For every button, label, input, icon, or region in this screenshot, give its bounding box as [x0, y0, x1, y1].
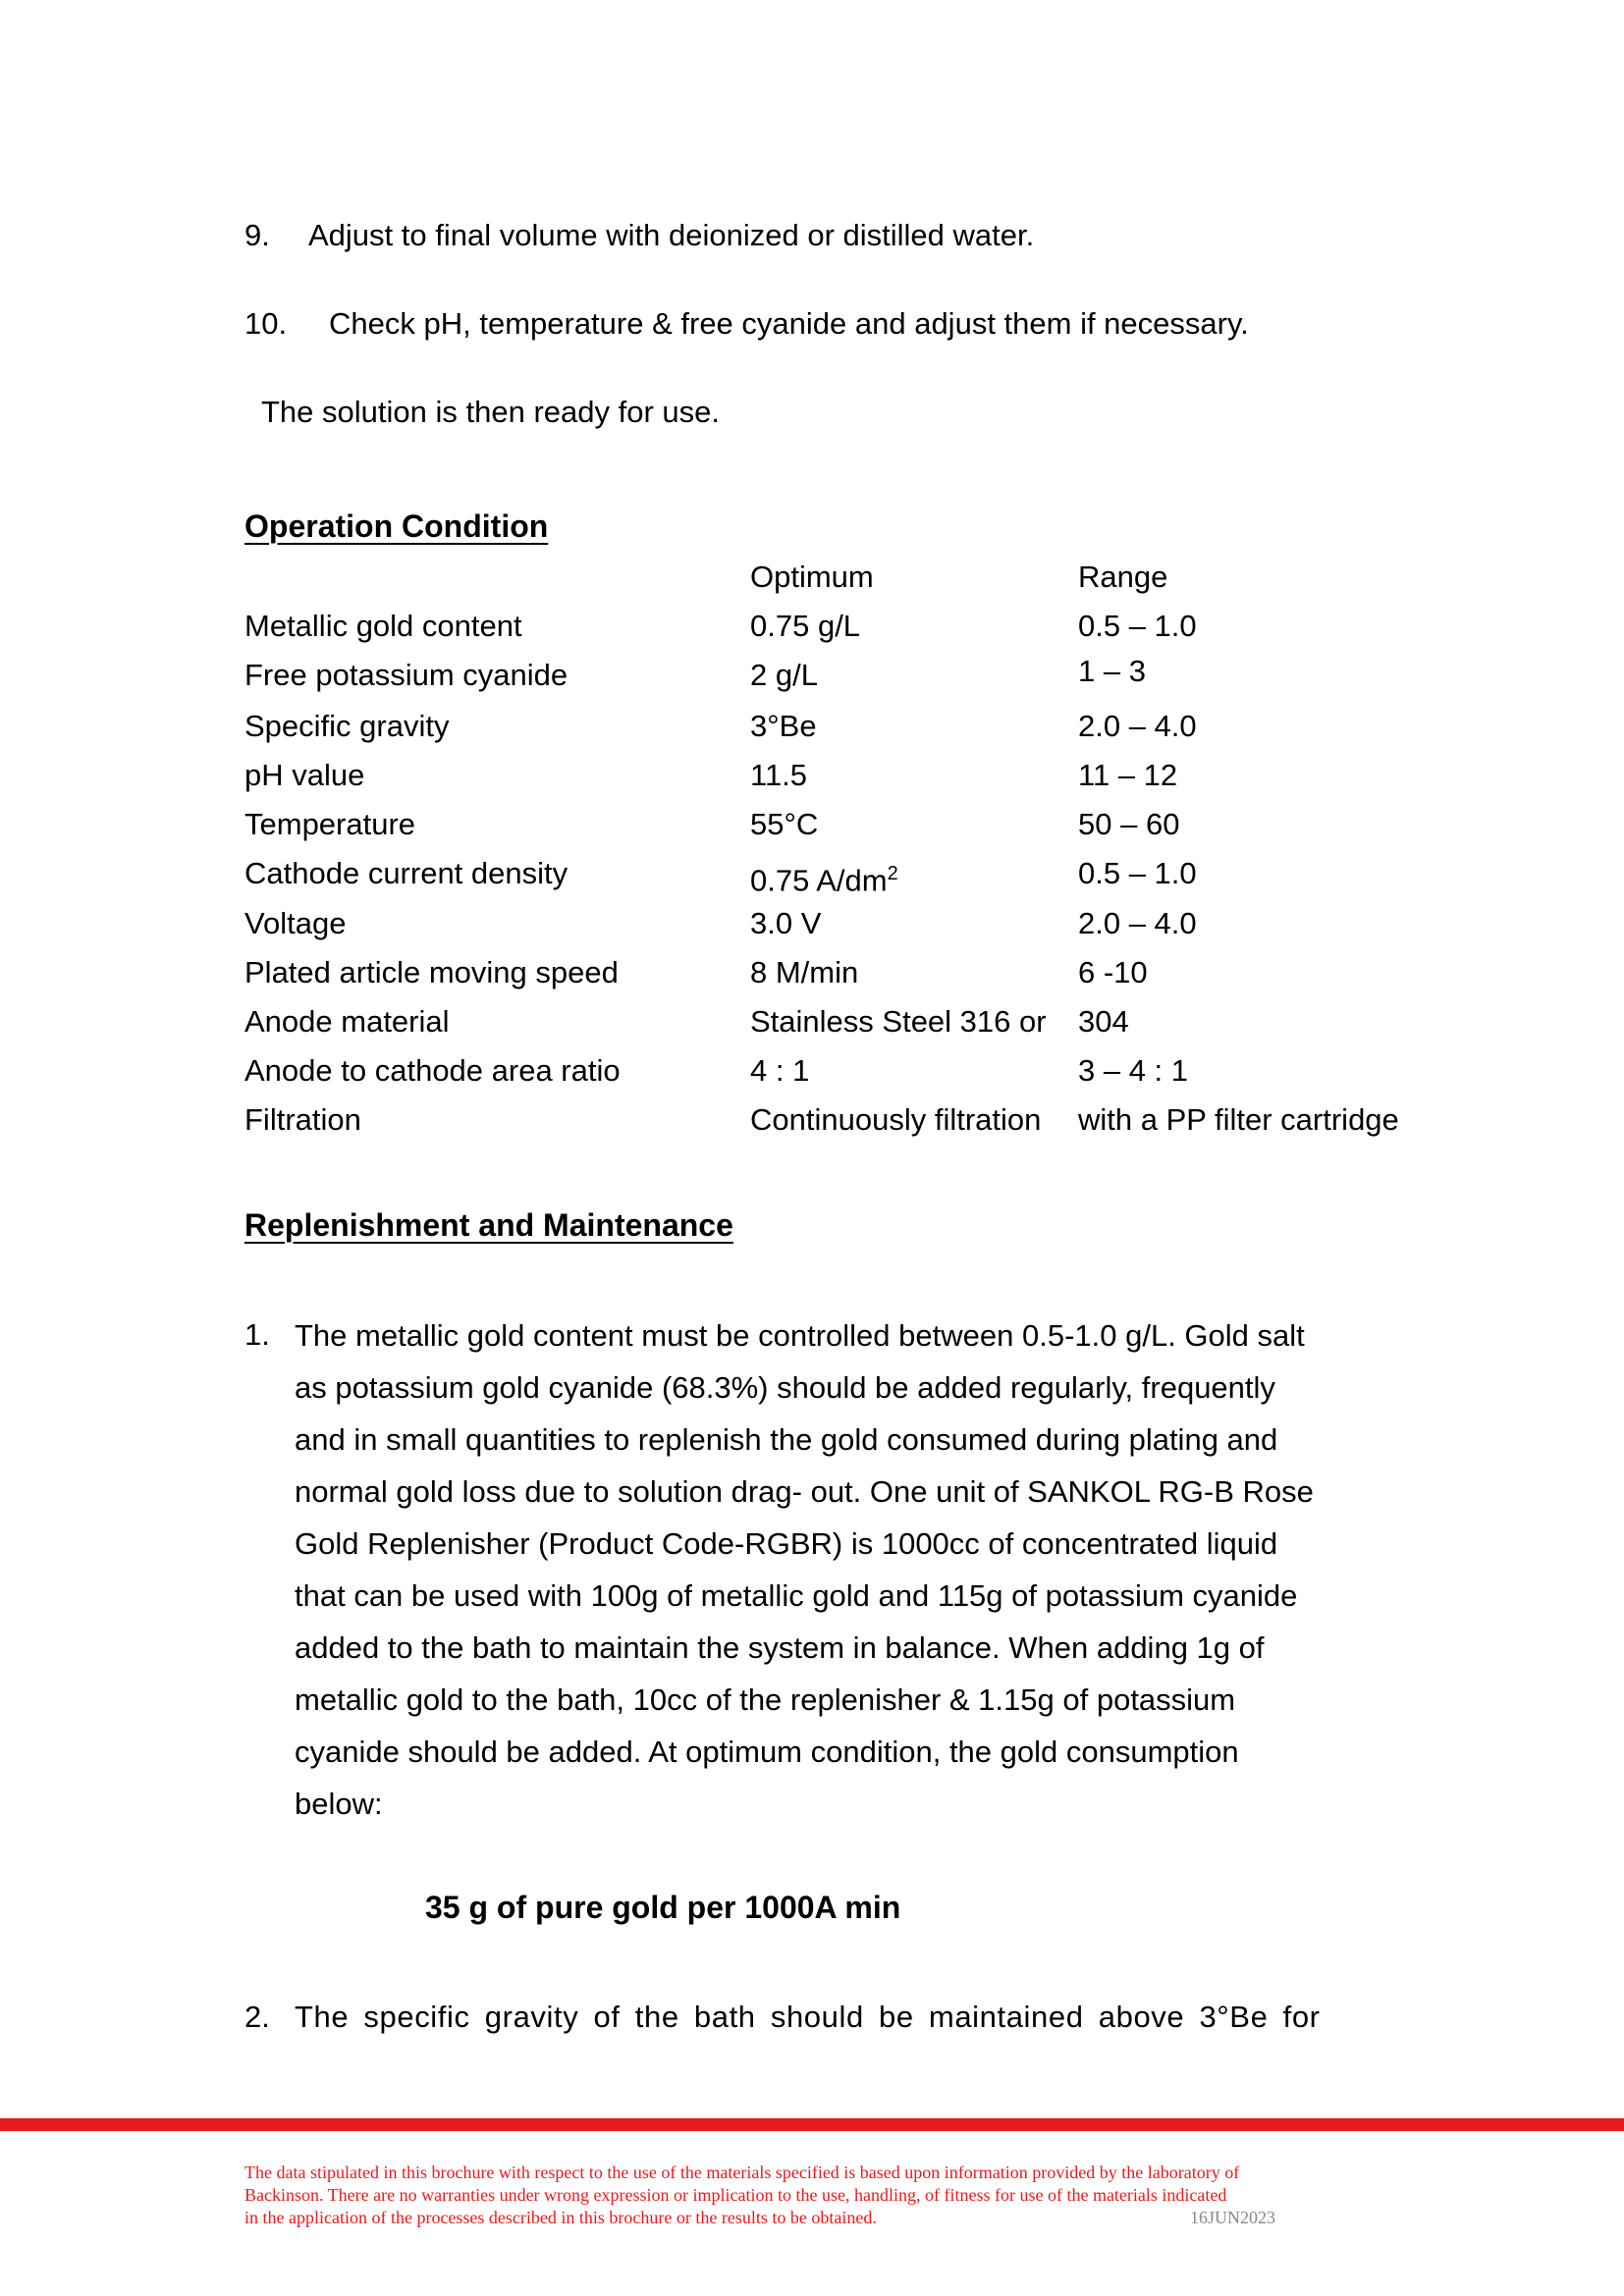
paragraph-line: The metallic gold content must be controlled between 0.5-1.0 g/L. Gold salt — [295, 1318, 1305, 1353]
condition-range: 2.0 – 4.0 — [1078, 906, 1197, 940]
condition-optimum: 8 M/min — [750, 955, 859, 989]
condition-optimum: 0.75 g/L — [750, 609, 861, 643]
footer-line: Backinson. There are no warranties under wrong expression or implication to the use, handling, of fitness for use of the materials indicated — [244, 2185, 1227, 2205]
replenishment-item-2-number: 2. — [244, 2000, 270, 2034]
condition-optimum: Stainless Steel 316 or — [750, 1004, 1047, 1039]
condition-param: Plated article moving speed — [244, 955, 619, 989]
condition-range: 2.0 – 4.0 — [1078, 709, 1197, 743]
condition-optimum: 3°Be — [750, 709, 817, 743]
condition-range: 11 – 12 — [1078, 758, 1178, 792]
paragraph-line: that can be used with 100g of metallic gold and 115g of potassium cyanide — [295, 1578, 1298, 1613]
footer-date: 16JUN2023 — [1190, 2208, 1276, 2227]
condition-optimum-value: 0.75 A/dm — [750, 863, 888, 898]
condition-param: Metallic gold content — [244, 609, 522, 643]
condition-optimum: 4 : 1 — [750, 1053, 810, 1088]
condition-range: 0.5 – 1.0 — [1078, 609, 1197, 643]
condition-range: 304 — [1078, 1004, 1129, 1039]
condition-param: Free potassium cyanide — [244, 658, 568, 692]
step-9-number: 9. — [244, 218, 270, 252]
condition-optimum — [750, 854, 898, 900]
paragraph-line: normal gold loss due to solution drag- out. One unit of SANKOL RG-B Rose — [295, 1474, 1314, 1509]
footer-line: in the application of the processes described in this brochure or the results to be obtained. — [244, 2208, 877, 2227]
paragraph-line: below: — [295, 1787, 383, 1821]
paragraph-line: Gold Replenisher (Product Code-RGBR) is 1000cc of concentrated liquid — [295, 1526, 1278, 1561]
condition-param: Cathode current density — [244, 856, 568, 890]
condition-param: Voltage — [244, 906, 347, 940]
paragraph-line: added to the bath to maintain the system in balance. When adding 1g of — [295, 1630, 1265, 1665]
column-range-header: Range — [1078, 560, 1168, 594]
condition-range: 1 – 3 — [1078, 654, 1146, 688]
condition-range: 3 – 4 : 1 — [1078, 1053, 1189, 1088]
paragraph-line: as potassium gold cyanide (68.3%) should be added regularly, frequently — [295, 1370, 1275, 1405]
step-10-text: Check pH, temperature & free cyanide and adjust them if necessary. — [329, 306, 1249, 341]
condition-param: Anode material — [244, 1004, 450, 1039]
condition-optimum: 3.0 V — [750, 906, 822, 940]
condition-param: Temperature — [244, 807, 416, 841]
replenishment-heading: Replenishment and Maintenance — [244, 1207, 733, 1243]
paragraph-line: cyanide should be added. At optimum condition, the gold consumption — [295, 1735, 1239, 1769]
paragraph-line: metallic gold to the bath, 10cc of the replenisher & 1.15g of potassium — [295, 1682, 1236, 1717]
condition-param: Anode to cathode area ratio — [244, 1053, 621, 1088]
condition-range: 6 -10 — [1078, 955, 1148, 989]
condition-param: pH value — [244, 758, 365, 792]
condition-range: 50 – 60 — [1078, 807, 1180, 841]
condition-optimum: 11.5 — [750, 758, 808, 792]
condition-range: with a PP filter cartridge — [1078, 1102, 1399, 1137]
ready-text: The solution is then ready for use. — [261, 395, 720, 429]
condition-optimum: 2 g/L — [750, 658, 818, 692]
replenishment-item-2-text: The specific gravity of the bath should be maintained above 3°Be for — [295, 2000, 1321, 2034]
condition-param: Specific gravity — [244, 709, 450, 743]
condition-optimum: 55°C — [750, 807, 819, 841]
superscript: 2 — [887, 863, 898, 884]
replenishment-item-1-number: 1. — [244, 1317, 270, 1352]
condition-param: Filtration — [244, 1102, 361, 1137]
column-optimum-header: Optimum — [750, 560, 874, 594]
replenishment-item-1-text — [295, 1309, 1414, 1830]
paragraph-line: and in small quantities to replenish the gold consumed during plating and — [295, 1422, 1278, 1457]
condition-optimum: Continuously filtration — [750, 1102, 1042, 1137]
footer-disclaimer — [244, 2162, 1239, 2229]
gold-consumption-statement: 35 g of pure gold per 1000A min — [425, 1890, 901, 1925]
condition-range: 0.5 – 1.0 — [1078, 856, 1197, 890]
footer-line: The data stipulated in this brochure with respect to the use of the materials specified is based upon information provided by the laboratory of — [244, 2163, 1240, 2182]
footer-divider-bar — [0, 2118, 1624, 2131]
step-10-number: 10. — [244, 306, 288, 341]
step-9-text: Adjust to final volume with deionized or distilled water. — [308, 218, 1035, 252]
operation-condition-heading: Operation Condition — [244, 508, 549, 544]
